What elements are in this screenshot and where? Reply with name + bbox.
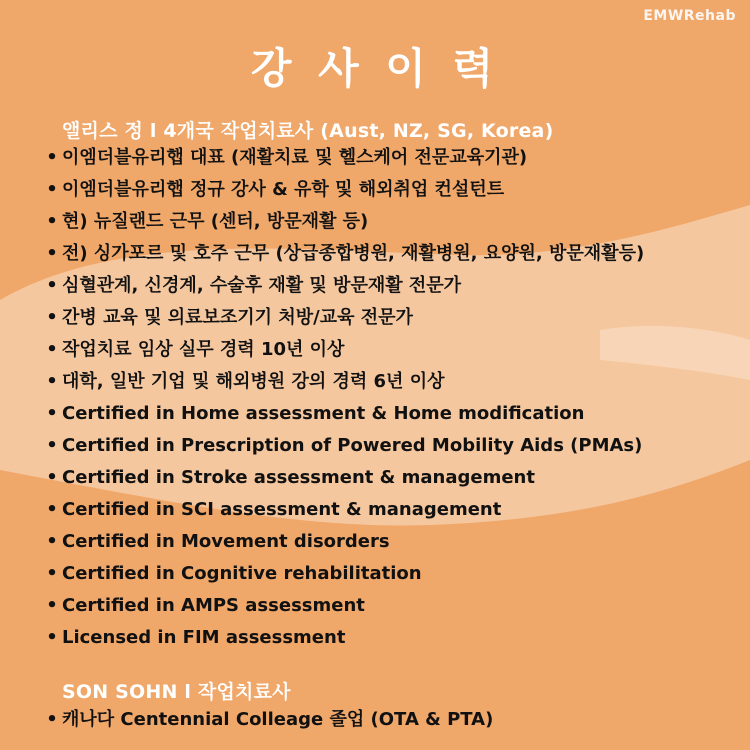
list-item: • Licensed in FIM assessment <box>42 622 644 654</box>
list-item: • 현) 뉴질랜드 근무 (센터, 방문재활 등) <box>42 206 644 238</box>
brand-logo: EMWRehab <box>643 8 736 24</box>
list-item: • 이엠더블유리햅 대표 (재활치료 및 헬스케어 전문교육기관) <box>42 142 644 174</box>
bullet-icon: • <box>46 307 58 328</box>
bullet-icon: • <box>46 403 58 424</box>
list-item: • 대학, 일반 기업 및 해외병원 강의 경력 6년 이상 <box>42 366 644 398</box>
bullet-icon: • <box>46 339 58 360</box>
list-item: • 캐나다 Centennial Colleage 졸업 (OTA & PTA) <box>42 704 493 736</box>
bullet-icon: • <box>46 211 58 232</box>
bullet-icon: • <box>46 499 58 520</box>
list-item: • Certified in Cognitive rehabilitation <box>42 558 644 590</box>
instructor-1-list <box>42 142 644 654</box>
bullet-icon: • <box>46 709 58 730</box>
bullet-icon: • <box>46 531 58 552</box>
bullet-icon: • <box>46 563 58 584</box>
list-item: • Certified in Stroke assessment & management <box>42 462 644 494</box>
bullet-icon: • <box>46 467 58 488</box>
bullet-icon: • <box>46 275 58 296</box>
list-item: • 작업치료 임상 실무 경력 10년 이상 <box>42 334 644 366</box>
bullet-icon: • <box>46 595 58 616</box>
bullet-icon: • <box>46 243 58 264</box>
list-item: • Certified in Prescription of Powered Mobility Aids (PMAs) <box>42 430 644 462</box>
bullet-icon: • <box>46 179 58 200</box>
bullet-icon: • <box>46 627 58 648</box>
list-item: • 이엠더블유리햅 정규 강사 & 유학 및 해외취업 컨설턴트 <box>42 174 644 206</box>
bullet-icon: • <box>46 147 58 168</box>
bullet-icon: • <box>46 371 58 392</box>
list-item: • Certified in Movement disorders <box>42 526 644 558</box>
list-item: • Certified in SCI assessment & management <box>42 494 644 526</box>
list-item: • Certified in Home assessment & Home modification <box>42 398 644 430</box>
page-title: 강 사 이 력 <box>250 44 500 93</box>
instructor-heading-1: 앨리스 정 l 4개국 작업치료사 (Aust, NZ, SG, Korea) <box>62 120 554 142</box>
instructor-2-list <box>42 704 493 736</box>
list-item: • 심혈관계, 신경계, 수술후 재활 및 방문재활 전문가 <box>42 270 644 302</box>
bullet-icon: • <box>46 435 58 456</box>
list-item: • 전) 싱가포르 및 호주 근무 (상급종합병원, 재활병원, 요양원, 방문재활등) <box>42 238 644 270</box>
instructor-heading-2: SON SOHN l 작업치료사 <box>62 681 291 703</box>
list-item: • 간병 교육 및 의료보조기기 처방/교육 전문가 <box>42 302 644 334</box>
list-item: • Certified in AMPS assessment <box>42 590 644 622</box>
